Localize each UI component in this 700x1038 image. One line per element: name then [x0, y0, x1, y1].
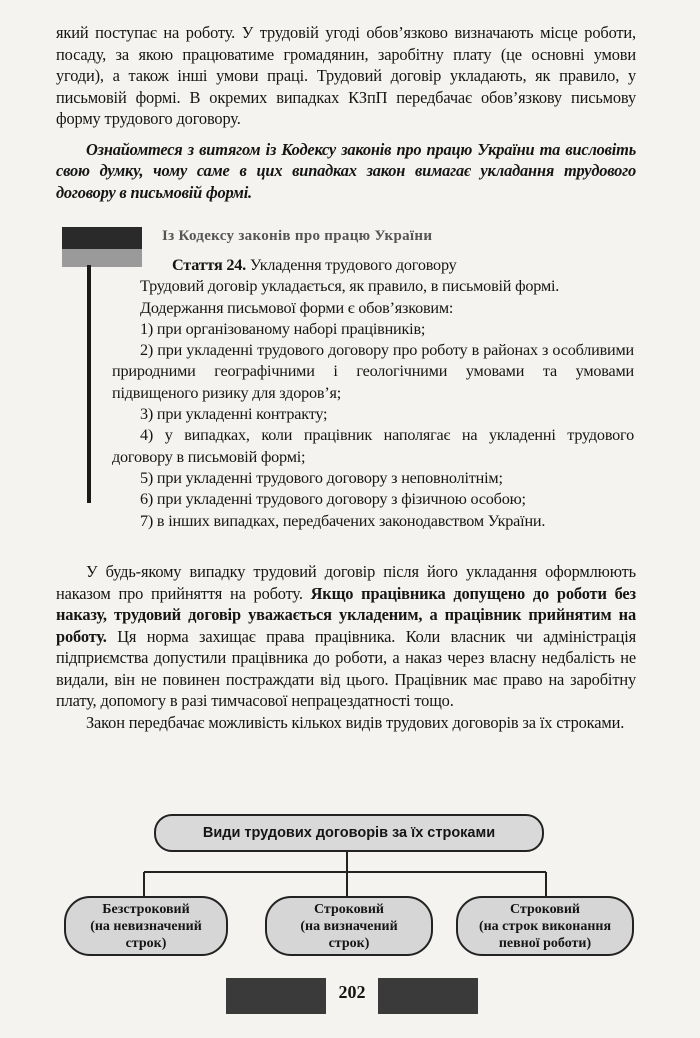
intro-paragraph: який поступає на роботу. У трудовій угоді обов’язково визначають місце роботи, посаду, за якою працюватиме громадянин, заробітну плату (це основні умови угоди), а також інші умови праці. Трудовий договір укладають, як правило, у письмовій формі. В окремих випадках КЗпП передбачає обов’язкову письмову форму трудового договору. — [56, 23, 636, 128]
page-number: 202 — [338, 982, 366, 1002]
box-label: певної роботи) — [498, 935, 592, 951]
body-text: Ця норма захищає права працівника. Коли власник чи адміністрація підприємства допустили працівника до роботи, а наказ через власну недбалість не видали, він не повинен постраждати від цього. Працівник має право на заробітну плату, допомогу в разі тимчасової непрацездатності тощо. — [56, 626, 636, 710]
body-text: У будь-якому випадку трудовий договір після його укладання оформлюють наказом про прийняття на роботу. — [56, 562, 636, 603]
law-source-heading: Із Кодексу законів про працю України — [162, 228, 433, 244]
box-label: Строковий — [510, 901, 580, 917]
footer-bar-left — [226, 978, 326, 1014]
article-item: 3) при укладенні контракту; — [140, 405, 328, 424]
box-label: Строковий — [313, 901, 384, 917]
law-excerpt — [56, 225, 636, 553]
article-item: 7) в інших випадках, передбачених законодавством України. — [140, 511, 546, 530]
box-label: строк) — [125, 935, 167, 951]
body-text-bold: Якщо працівника допущено до роботи без наказу, трудовий договір уважається укладеним, а працівник прийнятим на роботу. — [56, 583, 636, 646]
article-number: Стаття 24. — [172, 256, 247, 274]
article-item: 5) при укладенні трудового договору з неповнолітнім; — [140, 468, 503, 487]
task-paragraph: Ознайомтеся з витягом із Кодексу законів про працю України та висловіть свою думку, чому саме в цих випадках закон вимагає укладання трудового договору в письмовій формі. — [56, 139, 636, 202]
article-item: 1) при організованому наборі працівників; — [140, 319, 426, 338]
decorative-bar-dark — [62, 227, 142, 249]
box-label: строк) — [328, 935, 370, 951]
decorative-vertical-line — [87, 265, 91, 503]
article-paragraph-2: Додержання письмової форми є обов’язковим: — [140, 298, 454, 317]
box-label: (на визначений — [300, 918, 398, 934]
article-title: Укладення трудового договору — [249, 256, 457, 274]
article-item: 2) при укладенні трудового договору про роботу в районах з особливими природними географічними і геологічними умовами та умовами підвищеного ризику для здоров’я; — [112, 341, 634, 402]
diagram-title: Види трудових договорів за їх строками — [154, 814, 544, 852]
footer-bar-right — [378, 978, 478, 1014]
article-item: 6) при укладенні трудового договору з фізичною особою; — [140, 490, 526, 509]
box-label: Безстроковий — [102, 901, 190, 917]
law-body — [112, 255, 634, 532]
diagram-box-task-term — [456, 896, 634, 956]
box-label: (на невизначений — [90, 918, 202, 934]
body-paragraph-2 — [56, 561, 636, 712]
article-heading — [172, 255, 634, 276]
article-paragraph-1: Трудовий договір укладається, як правило, в письмовій формі. — [140, 277, 560, 296]
article-item: 4) у випадках, коли працівник наполягає на укладенні трудового договору в письмовій формі; — [112, 426, 634, 466]
diagram-box-fixed-term — [265, 896, 433, 956]
body-paragraph-3: Закон передбачає можливість кількох видів трудових договорів за їх строками. — [86, 712, 625, 732]
page-content — [56, 22, 636, 733]
diagram-box-indefinite — [64, 896, 228, 956]
box-label: (на строк виконання — [478, 918, 612, 934]
contract-types-diagram — [60, 810, 640, 960]
